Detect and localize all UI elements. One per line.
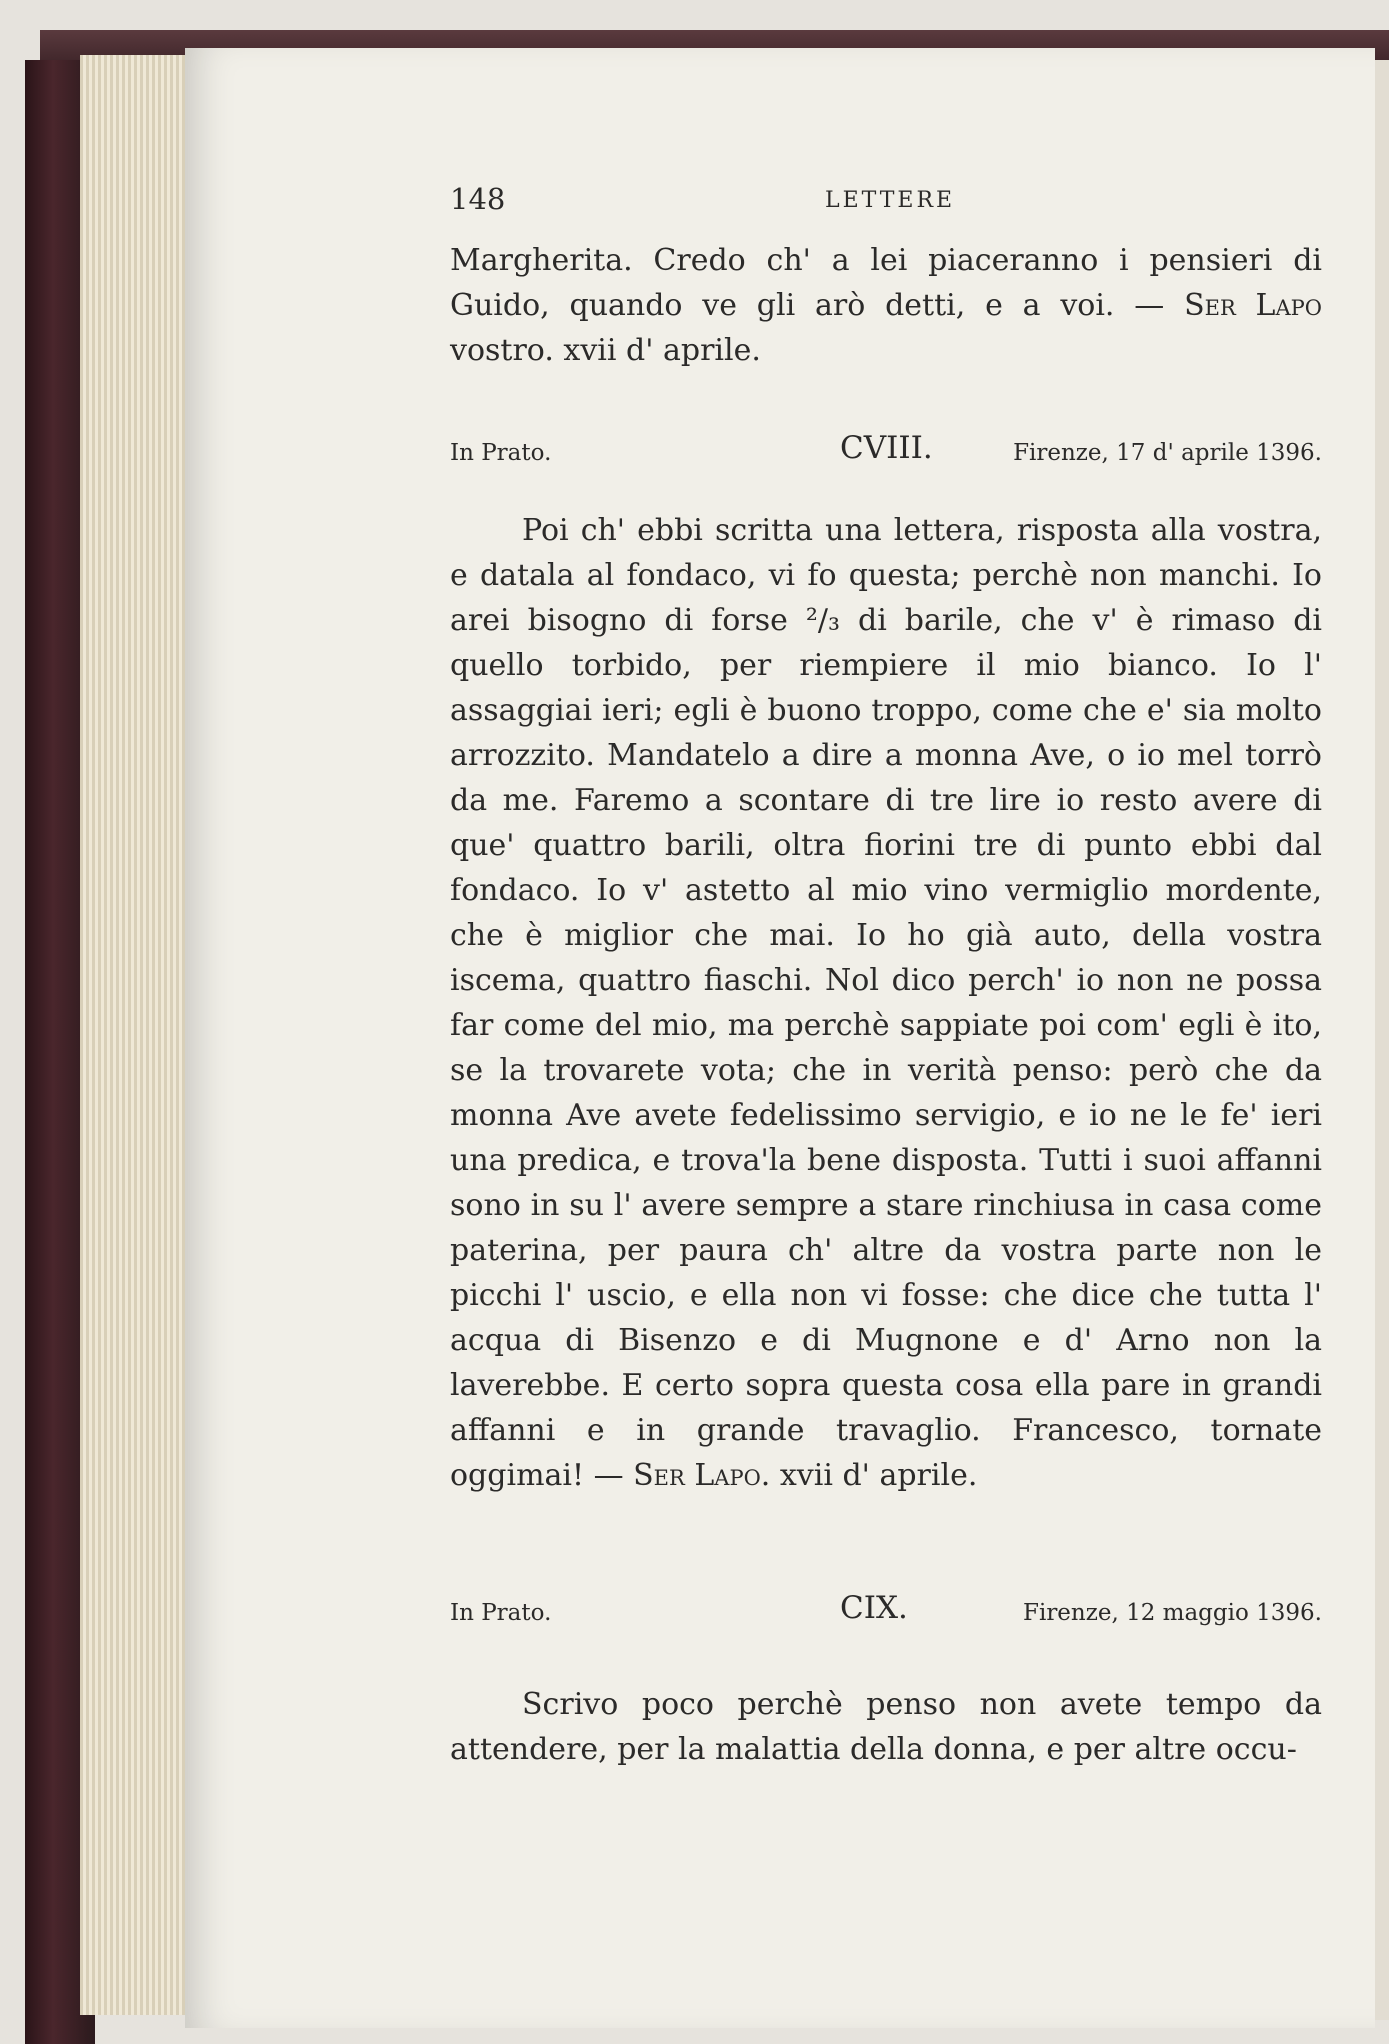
letter-108-text: Poi ch' ebbi scritta una lettera, risposta alla vostra, e datala al fondaco, vi fo questa; perchè non manchi. Io arei bisogno di forse ²/₃ di barile, che v' è rimaso di quello torbido, per riempiere il mio bianco. Io l' assaggiai ieri; egli è buono troppo, come che e' sia molto arrozzito. Mandatelo a dire a monna Ave, o io mel torrò da me. Faremo a scontare di tre lire io resto avere di que' quattro barili, oltra fiorini tre di punto ebbi dal fondaco. Io v' astetto al mio vino vermiglio mordente, che è miglior che mai. Io ho già auto, della vostra iscema, quattro fiaschi. Nol dico perch' io non ne possa far come del mio, ma perchè sappiate poi com' egli è ito, se la trovarete vota; che in verità penso: però che da monna Ave avete fedelissimo servigio, e io ne le fe' ieri una predica, e trova'la bene disposta. Tutti i suoi affanni sono in su l' avere sempre a stare rinchiusa in casa come paterina, per paura ch' altre da vostra parte non le picchi l' uscio, e ella non vi fosse: che dice che tutta l' acqua di Bisenzo e di Mugnone e d' Arno non la laverebbe. E certo sopra questa cosa ella pare in grandi affanni e in grande travaglio. Francesco, tornate oggimai! —	[450, 513, 1322, 1493]
letter-108-heading	[450, 430, 1322, 470]
carryover-paragraph	[450, 238, 1322, 373]
running-head: LETTERE	[825, 188, 956, 213]
letter-109-heading	[450, 1590, 1322, 1630]
letter-108-tail: . xvii d' aprile.	[760, 1458, 978, 1493]
letter-108-number: CVIII.	[840, 430, 933, 466]
letter-108-signature: Ser Lapo	[633, 1458, 761, 1493]
letter-108-date: Firenze, 17 d' aprile 1396.	[1013, 440, 1322, 466]
carryover-signature: Ser Lapo	[1184, 288, 1322, 323]
letter-109-text: Scrivo poco perchè penso non avete tempo da attendere, per la malattia della donna, e per altre occu-	[450, 1687, 1322, 1767]
letter-108-place: In Prato.	[450, 440, 552, 466]
carryover-tail: vostro. xvii d' aprile.	[450, 333, 761, 368]
letter-109-number: CIX.	[840, 1590, 908, 1626]
letter-109-body	[450, 1682, 1322, 1772]
letter-109-date: Firenze, 12 maggio 1396.	[1023, 1600, 1322, 1626]
page-number: 148	[450, 182, 506, 216]
letter-108-body	[450, 508, 1322, 1498]
carryover-text: Margherita. Credo ch' a lei piaceranno i pensieri di Guido, quando ve gli arò detti, e a voi. —	[450, 243, 1322, 323]
letter-109-place: In Prato.	[450, 1600, 552, 1626]
page-header	[450, 182, 1322, 222]
